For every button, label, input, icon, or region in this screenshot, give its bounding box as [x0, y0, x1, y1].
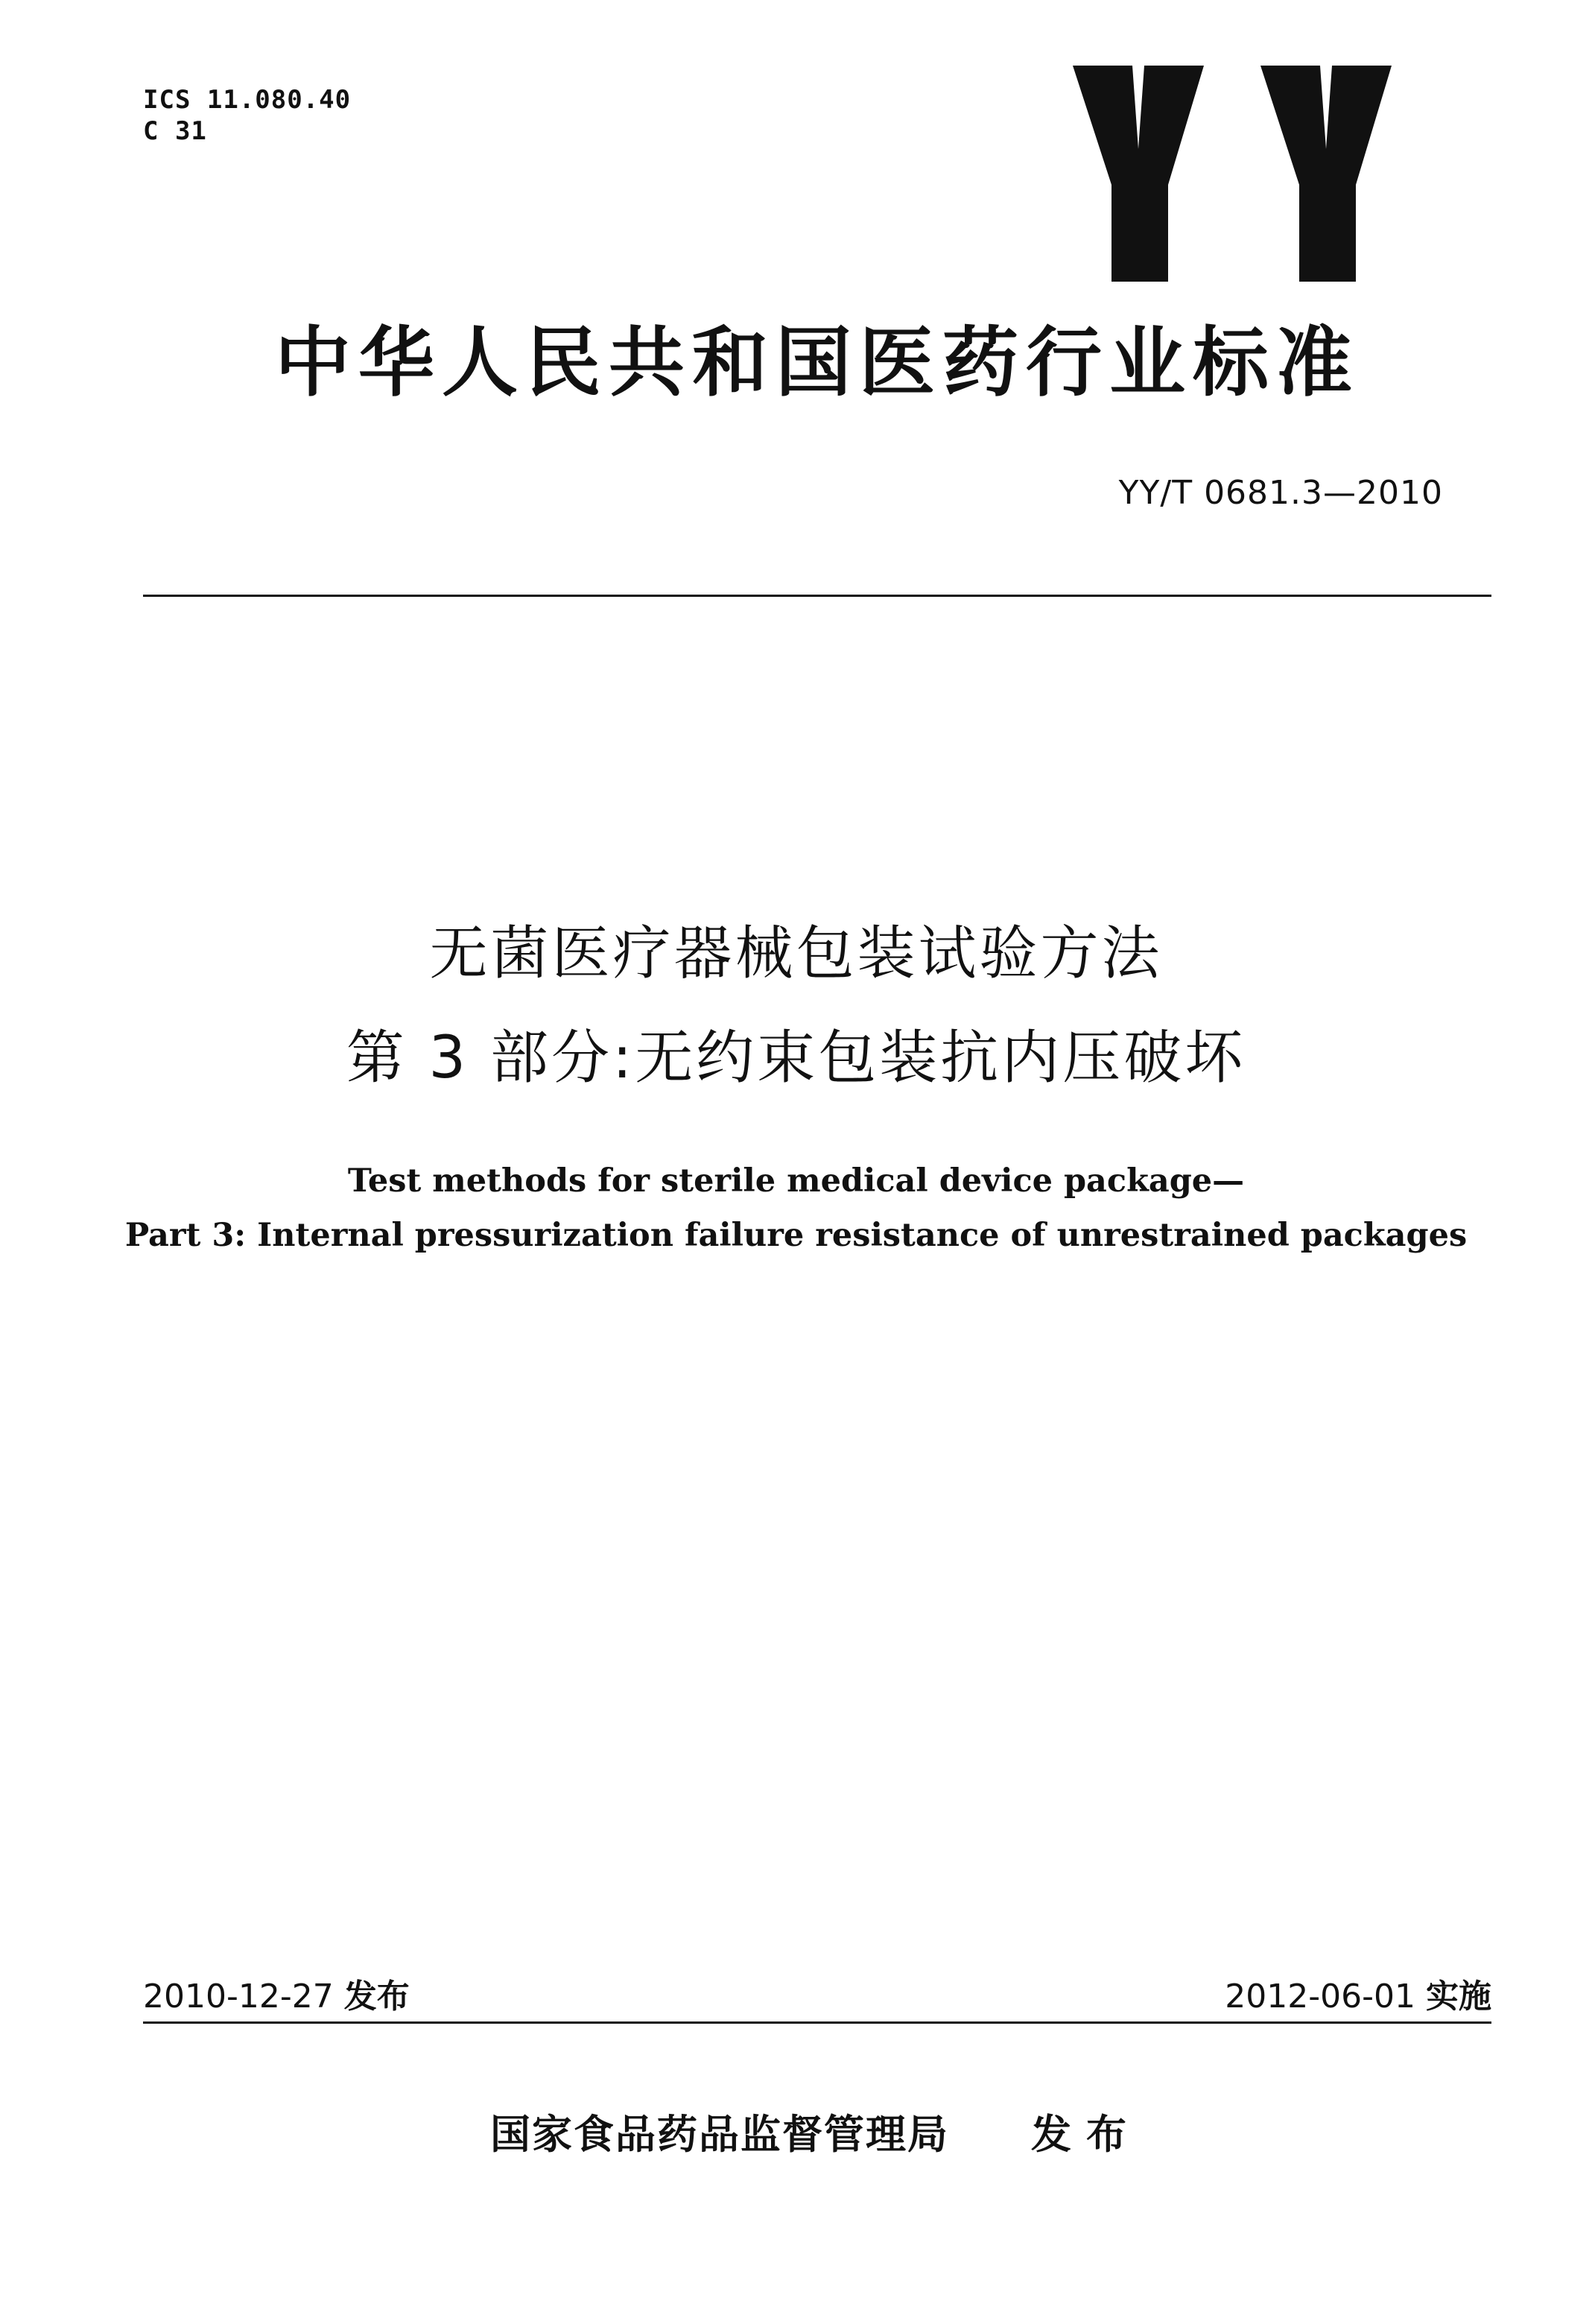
ccs-code: C 31	[143, 116, 207, 146]
release-label: 发布	[343, 1978, 410, 2016]
chinese-title-line-1: 无菌医疗器械包装试验方法	[429, 920, 1163, 987]
release-date-block	[143, 1975, 410, 2019]
yy-logo-letter-1	[1073, 66, 1204, 282]
english-title-line-1: Test methods for sterile medical device package—	[347, 1162, 1245, 1200]
implementation-date: 2012-06-01	[1225, 1978, 1415, 2016]
industry-standard-title: 中华人民共和国医药行业标准	[275, 319, 1360, 408]
implementation-date-block	[1225, 1975, 1491, 2019]
issuer-name: 国家食品药品监督管理局	[490, 2111, 949, 2158]
ics-code: ICS 11.080.40	[143, 85, 352, 115]
issuer-action: 发布	[1031, 2111, 1141, 2158]
standard-number: YY/T 0681.3—2010	[1118, 474, 1443, 512]
header-divider	[143, 595, 1491, 597]
yy-logo-letter-2	[1260, 66, 1392, 282]
chinese-title-line-2: 第 3 部分:无约束包装抗内压破坏	[346, 1025, 1246, 1092]
footer-divider	[143, 2021, 1491, 2024]
issuer-block	[490, 2109, 1141, 2161]
implementation-label: 实施	[1426, 1978, 1491, 2016]
english-title-line-2: Part 3: Internal pressurization failure resistance of unrestrained packages	[124, 1217, 1468, 1254]
release-date: 2010-12-27	[143, 1978, 334, 2016]
yy-logo	[1043, 66, 1430, 282]
